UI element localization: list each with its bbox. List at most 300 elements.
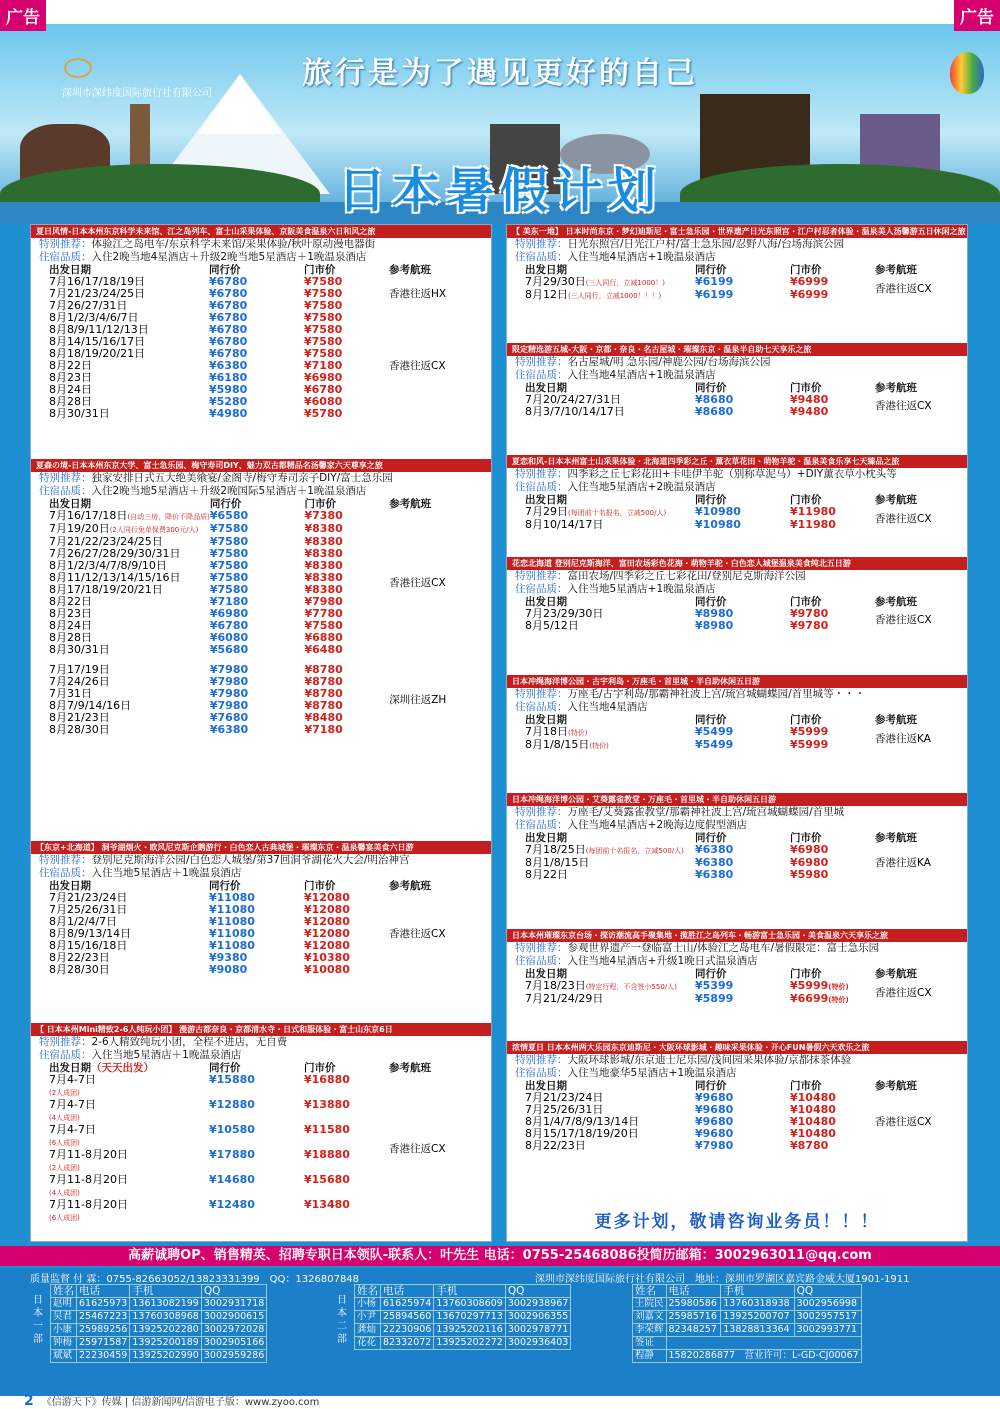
qual-label: 住宿品质： — [39, 1049, 92, 1061]
row-retail-price: ¥12080 — [304, 915, 350, 928]
qual-text: 入住当地4星酒店 — [567, 701, 648, 713]
rec-text: 体验江之岛电车/东京科学未来馆/采果体验/秋叶原动漫电器街 — [91, 238, 376, 250]
row-date: 7月20/24/27/31日 — [525, 393, 622, 406]
row-retail-price: ¥7580 — [304, 323, 343, 336]
row-peer-price: ¥7580 — [209, 583, 249, 596]
table-separator — [49, 656, 479, 664]
special-recommend — [507, 356, 967, 369]
row-flight: 香港往返CX — [875, 512, 932, 525]
col-retail-price: 门市价 — [790, 494, 822, 506]
hotel-quality — [507, 701, 967, 714]
row-peer-price: ¥11080 — [209, 903, 255, 916]
price-table — [49, 498, 479, 736]
hotel-quality — [507, 251, 967, 264]
row-retail-price — [790, 289, 875, 302]
row-peer-price: ¥12480 — [209, 1198, 255, 1211]
row-date: 8月18/19/20/21日 — [49, 347, 146, 360]
contact-tel: 25980586 — [666, 1298, 721, 1311]
row-peer-price: ¥11080 — [209, 939, 255, 952]
rec-text: 参观世界遗产一登临富士山/体验江之岛电车/暑假限定：富士急乐园 — [567, 942, 880, 954]
contact-mobile: 13925200707 — [721, 1311, 794, 1324]
retail-value: ¥6980 — [790, 843, 829, 856]
row-date-text: 7月21/24/29日 — [525, 992, 604, 1005]
row-peer-price: ¥7580 — [209, 535, 249, 548]
hotel-quality — [31, 251, 491, 264]
retail-value: ¥15680 — [304, 1173, 350, 1186]
row-date-text: 7月11-8月20日 — [49, 1148, 128, 1161]
contact-qq: 3002900615 — [201, 1311, 266, 1324]
row-date-text: 7月18/23日 — [525, 979, 586, 992]
contact-qq: 3002906355 — [505, 1311, 570, 1324]
tour-header: 【东京+北海道】 洞爷湖烟火・欧风尼克斯企鹅游行・白色恋人古典城堡・璀璨东京・温泉馨宴美食六日游 — [31, 841, 491, 854]
col-retail-price: 门市价 — [304, 880, 336, 892]
row-note: (4人成团) — [49, 1189, 80, 1197]
col-retail-price: 门市价 — [304, 498, 336, 510]
contact-qq: 3002959286 — [201, 1350, 266, 1363]
col-date: 出发日期 — [525, 596, 567, 608]
row-note: (6人成团) — [49, 1139, 80, 1147]
contact-mobile: 13925202990 — [130, 1350, 202, 1363]
row-peer-price: ¥14680 — [209, 1173, 255, 1186]
row-date — [49, 1174, 209, 1199]
row-peer-price: ¥5680 — [209, 643, 249, 656]
row-date: 8月15/16/18日 — [49, 939, 128, 952]
contact-table-1: 姓名 电话 手机 QQ 赵明 61625973 13613082199 3002931718 吴君 25467223 13760308968 3002900615 小康 25989256 13925202280 3002972028 钟梅 25971587 13925200189 3002905166 斌斌 22230459 13925202990 3002959286 — [50, 1284, 267, 1363]
tour-header: 【 美东一地】 日本时尚东京・梦幻迪斯尼・富士急乐园・世界遗产日光东照宫・江户村忍者体验・温泉美人汤馨游五日休闲之旅 — [507, 225, 967, 238]
row-date — [525, 739, 695, 752]
row-date-text: 7月26/27/28/29/30/31日 — [49, 547, 181, 560]
row-peer-price: ¥7580 — [209, 559, 249, 572]
retail-value: ¥7980 — [304, 595, 343, 608]
row-peer-price: ¥6199 — [695, 275, 734, 288]
page-title: 日本暑假计划 — [337, 163, 662, 219]
row-note: (每团前十名报名，立减500/人) — [568, 509, 667, 517]
row-peer-price: ¥11080 — [209, 915, 255, 928]
tour-r1 — [507, 225, 967, 302]
row-peer-price: ¥6080 — [209, 631, 249, 644]
row-date: 8月23日 — [49, 371, 92, 384]
col-peer-price: 同行价 — [695, 714, 727, 726]
retail-value: ¥18880 — [304, 1148, 350, 1161]
hotel-quality — [507, 955, 967, 968]
contact-table-3: 姓名 电话 手机 QQ 王院民 25980586 13760318938 3002956998 刘嘉文 25985716 13925200707 3002957517 李荣辉 82348257 13828813364 3002993771 签证 程静 15820286877 营业许可：L-GD-CJ00067 — [632, 1284, 862, 1363]
row-date: 8月22/23日 — [525, 1139, 586, 1152]
contact-tel: 61625973 — [77, 1298, 130, 1311]
tour-header: 日本冲绳海洋博公园・艾葵露雀教堂・万座毛・首里城・半自助休闲五日游 — [507, 793, 967, 806]
contact-row — [51, 1337, 267, 1350]
col-retail-price: 门市价 — [790, 832, 822, 844]
row-note: (特价) — [589, 742, 609, 750]
row-date — [525, 519, 695, 531]
row-peer-price: ¥5399 — [695, 979, 734, 992]
row-date: 8月7/9/14/16日 — [49, 699, 132, 712]
col-peer-price: 同行价 — [695, 1080, 727, 1092]
hotel-quality — [507, 583, 967, 596]
row-peer-price: ¥7980 — [209, 663, 249, 676]
col-retail-price: 门市价 — [790, 382, 822, 394]
table-row — [525, 844, 955, 857]
qual-label: 住宿品质： — [39, 251, 92, 263]
qual-label: 住宿品质： — [515, 1067, 568, 1079]
col-peer-price: 同行价 — [695, 596, 727, 608]
retail-value: ¥8380 — [304, 559, 343, 572]
row-flight: 香港往返CX — [389, 1143, 446, 1155]
row-retail-price: ¥8780 — [304, 687, 343, 700]
tour-header: 限定精选游五城-大阪・京都・奈良・名古屋城・璀璨东京・温泉半自助七天享乐之旅 — [507, 343, 967, 356]
row-peer-price: ¥6199 — [695, 288, 734, 301]
col-peer-price: 同行价 — [695, 968, 727, 980]
price-table — [525, 494, 955, 531]
retail-value: ¥7780 — [304, 607, 343, 620]
retail-value: ¥6880 — [304, 631, 343, 644]
row-retail-price: ¥9780 — [790, 607, 829, 620]
retail-value: ¥6999 — [790, 288, 829, 301]
col-date-daily: 出发日期（天天出发） — [49, 1062, 154, 1074]
quality-supervision: 质量监督 付 霖：0755-82663052/13823331399 QQ：1326807848 — [30, 1274, 360, 1285]
qual-text: 入住当地4星酒店+2晚海边度假型酒店 — [567, 819, 748, 831]
contact-mobile: 13925200189 — [130, 1337, 202, 1350]
special-recommend — [507, 468, 967, 481]
row-date — [49, 1199, 209, 1224]
contact-mobile: 13925202280 — [130, 1324, 202, 1337]
row-date: 7月25/26/31日 — [525, 1103, 604, 1116]
tour-header: 日本本州璀璨东京台场・探访潮流高手聚集地・揽胜江之岛列车・畅游富士急乐园・美食温泉六天享乐之旅 — [507, 929, 967, 942]
row-note: (三人同行，立减1000！) — [585, 279, 665, 287]
row-date-text: 8月1/2/3/4/7/8/9/10日 — [49, 559, 167, 572]
special-recommend — [31, 472, 491, 485]
qual-text: 入住当地4星酒店+1晚温泉酒店 — [567, 369, 716, 381]
tour-r4 — [507, 557, 967, 632]
dept-japan-2: 日本二部 — [337, 1295, 347, 1345]
rec-label: 特别推荐： — [515, 1054, 568, 1066]
row-retail-price: ¥8780 — [790, 1139, 829, 1152]
tour-s2 — [31, 459, 491, 736]
row-peer-price: ¥6380 — [695, 843, 734, 856]
tour-r2 — [507, 343, 967, 418]
row-peer-price: ¥6780 — [209, 619, 249, 632]
tour-r7 — [507, 929, 967, 1006]
row-flight: 香港往返KA — [875, 856, 931, 869]
row-peer-price: ¥6780 — [209, 299, 248, 312]
row-retail-price: ¥12080 — [304, 939, 350, 952]
row-retail-price: ¥8780 — [304, 675, 343, 688]
row-note: (6人成团) — [49, 1214, 80, 1222]
price-table — [525, 382, 955, 418]
contact-mobile: 13760308968 — [130, 1311, 202, 1324]
row-peer-price: ¥6780 — [209, 275, 248, 288]
hotel-quality — [507, 1067, 967, 1080]
row-peer-price: ¥7980 — [209, 687, 249, 700]
row-date-text: 7月16/17/18日 — [49, 509, 128, 522]
tour-s3 — [31, 841, 491, 976]
row-retail-price: ¥9480 — [790, 393, 829, 406]
contact-qq: 3002905166 — [201, 1337, 266, 1350]
contact-row — [51, 1298, 267, 1311]
retail-value: ¥6980 — [790, 856, 829, 869]
contact-name: 吴君 — [51, 1311, 77, 1324]
row-peer-price: ¥7980 — [695, 1139, 734, 1152]
tour-header: 花恋北海道 登别尼克斯海洋、富田农场彩色花海・萌物羊驼・白色恋人城堡温泉美食纯北五日游 — [507, 557, 967, 570]
contact-mobile: 13925202116 — [434, 1324, 506, 1337]
col-flight: 参考航班 — [875, 596, 917, 608]
contact-row — [355, 1337, 571, 1350]
row-peer-price: ¥12880 — [209, 1098, 255, 1111]
tour-r8 — [507, 1041, 967, 1152]
row-peer-price: ¥17880 — [209, 1148, 255, 1161]
col-flight: 参考航班 — [875, 264, 917, 276]
qual-text: 入住当地5星酒店+1晚温泉酒店 — [567, 583, 716, 595]
row-retail-price — [790, 993, 875, 1006]
row-retail-price — [304, 1099, 389, 1124]
rec-label: 特别推荐： — [515, 942, 568, 954]
page-number: 2 — [24, 1393, 34, 1409]
row-peer-price: ¥6380 — [695, 856, 734, 869]
row-retail-price: ¥12080 — [304, 927, 350, 940]
row-retail-price — [304, 1174, 389, 1199]
row-note: (4人成团) — [49, 1114, 80, 1122]
retail-value: ¥6699 — [790, 992, 829, 1005]
row-flight: 香港往返CX — [875, 283, 932, 295]
col-date: 出发日期 — [525, 1080, 567, 1092]
row-date-text: 8月1/8/15日 — [525, 856, 590, 869]
row-retail-price: ¥12080 — [304, 891, 350, 904]
hotel-quality — [31, 1049, 491, 1062]
qual-text: 入住当地4星酒店+升级1晚日式温泉酒店 — [567, 955, 758, 967]
qual-text: 入住当地5星酒店＋1晚温泉酒店 — [91, 867, 242, 879]
rec-text: 富田农场/四季彩之丘七彩花田/登别尼克斯海洋公园 — [567, 570, 806, 582]
row-date — [525, 993, 695, 1006]
rec-text: 大阪环球影城/东京迪士尼乐园/浅间园采果体验/京都抹茶体验 — [567, 1054, 852, 1066]
row-peer-price: ¥10980 — [695, 505, 741, 518]
row-note: (三人同行，立减1000！！！) — [568, 292, 662, 300]
row-retail-price: ¥7180 — [304, 359, 343, 372]
tour-header: 夏恋和风-日本本州富士山采果体验・北海道四季彩之丘・薰衣草花田・萌物羊驼・温泉美食乐享七天臻品之旅 — [507, 455, 967, 468]
row-retail-price — [304, 1124, 389, 1149]
special-recommend — [31, 854, 491, 867]
row-peer-price: ¥6780 — [209, 335, 248, 348]
col-retail-price: 门市价 — [790, 264, 822, 276]
row-date: 8月28/30日 — [49, 963, 110, 976]
row-flight: 香港往返CX — [389, 360, 446, 372]
col-date: 出发日期 — [49, 498, 91, 510]
row-date: 8月28/30日 — [49, 723, 110, 736]
contact-row — [633, 1298, 862, 1311]
table-row — [49, 664, 479, 676]
footer — [0, 1393, 1000, 1408]
hotel-quality — [507, 369, 967, 382]
row-retail-price: ¥8780 — [304, 699, 343, 712]
row-retail-price: ¥7580 — [304, 311, 343, 324]
row-flight: 香港往返CX — [875, 987, 932, 999]
col-retail-price: 门市价 — [304, 264, 336, 276]
row-date: 7月25/26/31日 — [49, 903, 128, 916]
col-date: 出发日期 — [525, 382, 567, 394]
contact-tel: 25894560 — [381, 1311, 434, 1324]
row-peer-price: ¥8980 — [695, 607, 734, 620]
qual-text: 入住当地5星酒店+2晚温泉酒店 — [567, 481, 716, 493]
row-retail-price — [790, 519, 875, 531]
row-peer-price: ¥9680 — [695, 1091, 734, 1104]
row-date-text: 7月29/30日 — [525, 275, 586, 288]
row-date: 8月8/9/13/14日 — [49, 927, 132, 940]
price-table — [525, 596, 955, 632]
contact-name: 李荣辉 — [633, 1324, 667, 1337]
row-date: 8月28日 — [49, 395, 92, 408]
qual-label: 住宿品质： — [515, 481, 568, 493]
row-date: 7月16/17/18/19日 — [49, 275, 146, 288]
row-peer-price: ¥6780 — [209, 347, 248, 360]
row-date — [49, 1099, 209, 1124]
col-peer-price: 同行价 — [695, 264, 727, 276]
footer-text: 《信游天下》传媒 | 信游新闻网/信游电子版：www.zyoo.com — [41, 1397, 320, 1408]
visa-name: 程静 — [633, 1350, 667, 1363]
page — [0, 24, 1000, 1396]
row-retail-price: ¥7580 — [304, 275, 343, 288]
contact-tel: 82348257 — [666, 1324, 721, 1337]
row-date-text: 8月12日 — [525, 288, 568, 301]
row-date: 7月21/23/24/25日 — [49, 287, 146, 300]
row-date-text: 7月18/25日 — [525, 843, 586, 856]
row-peer-price: ¥7980 — [209, 675, 249, 688]
special-recommend — [507, 688, 967, 701]
row-date-text: 7月4-7日 — [49, 1073, 96, 1086]
tour-s1 — [31, 225, 491, 420]
price-table — [525, 264, 955, 302]
col-flight: 参考航班 — [875, 968, 917, 980]
contact-qq: 3002978771 — [505, 1324, 570, 1337]
contact-row — [633, 1311, 862, 1324]
rec-text: 2-6人精致纯玩小团，全程不进店，无自费 — [91, 1036, 288, 1048]
row-peer-price: ¥5899 — [695, 992, 734, 1005]
row-date: 8月3/7/10/14/17日 — [525, 405, 625, 418]
row-flight: 香港往返HX — [389, 288, 447, 300]
retail-value: ¥7380 — [304, 509, 343, 522]
row-peer-price: ¥9080 — [209, 963, 248, 976]
retail-value: ¥8380 — [304, 547, 343, 560]
row-retail-price: ¥5780 — [304, 407, 343, 420]
contact-qq: 3002931718 — [201, 1298, 266, 1311]
row-date-text: 7月4-7日 — [49, 1098, 96, 1111]
row-peer-price: ¥6380 — [209, 723, 249, 736]
hotel-quality — [31, 485, 491, 498]
row-date: 8月1/2/3/4/6/7日 — [49, 311, 139, 324]
row-retail-price: ¥12080 — [304, 903, 350, 916]
contact-tel: 25971587 — [77, 1337, 130, 1350]
contact-qq: 3002972028 — [201, 1324, 266, 1337]
row-date: 8月21/23日 — [49, 711, 110, 724]
row-peer-price: ¥9680 — [695, 1115, 734, 1128]
col-peer-price: 同行价 — [209, 880, 241, 892]
row-date-text: 8月24日 — [49, 619, 92, 632]
contact-name: 龚灿 — [355, 1324, 381, 1337]
contact-name: 小杨 — [355, 1298, 381, 1311]
qual-label: 住宿品质： — [515, 369, 568, 381]
row-retail-price: ¥8780 — [304, 663, 343, 676]
row-date-text: 8月1/8/15日 — [525, 738, 590, 751]
contact-qq: 3002936403 — [505, 1337, 570, 1350]
qual-label: 住宿品质： — [39, 867, 92, 879]
tour-header: 夏日风情-日本本州东京科学未来馆、江之岛列车、富士山采果体验、京阪美食温泉六日和风之旅 — [31, 225, 491, 238]
price-table — [525, 1080, 955, 1152]
rec-label: 特别推荐： — [515, 356, 568, 368]
row-retail-price — [304, 1149, 389, 1174]
row-retail-price: ¥10480 — [790, 1127, 836, 1140]
contact-table-2: 姓名 电话 手机 QQ 小杨 61625974 13760308609 3002938967 小尹 25894560 13670297713 3002906355 龚灿 22230906 13925202116 3002978771 花花 82332072 13925202272 3002936403 — [354, 1284, 571, 1350]
row-date: 7月31日 — [49, 687, 92, 700]
contact-name: 斌斌 — [51, 1350, 77, 1363]
row-retail-price — [304, 1074, 389, 1099]
contact-row — [51, 1350, 267, 1363]
company-address: 深圳市深纬度国际旅行社有限公司 地址：深圳市罗湖区嘉宾路金威大厦1901-1911 — [535, 1274, 910, 1285]
hotel-quality — [507, 481, 967, 494]
col-peer-price: 同行价 — [209, 1062, 241, 1074]
row-peer-price: ¥15880 — [209, 1073, 255, 1086]
tour-header: 浓情夏日 日本本州两大乐园东京迪斯尼・大阪环球影城・趣味采果体验・开心FUN暑假六天欢乐之旅 — [507, 1041, 967, 1054]
row-note: (自动三房，降价不降品质) — [127, 513, 210, 521]
contact-tel: 25985716 — [666, 1311, 721, 1324]
rec-label: 特别推荐： — [515, 468, 568, 480]
price-table — [49, 264, 479, 420]
retail-value: ¥13480 — [304, 1198, 350, 1211]
row-peer-price: ¥5280 — [209, 395, 248, 408]
row-peer-price: ¥7580 — [209, 522, 249, 535]
row-retail-price: ¥6980 — [304, 371, 343, 384]
row-peer-price: ¥8680 — [695, 393, 734, 406]
row-date-text: 7月29日 — [525, 505, 568, 518]
col-peer-price: 同行价 — [695, 382, 727, 394]
col-date: 出发日期 — [525, 264, 567, 276]
contact-row — [51, 1311, 267, 1324]
row-retail-price: ¥7580 — [304, 287, 343, 300]
contact-mobile: 13760318938 — [721, 1298, 794, 1311]
row-date-text: 8月11/12/13/14/15/16日 — [49, 571, 181, 584]
rec-label: 特别推荐： — [515, 570, 568, 582]
row-peer-price: ¥5499 — [695, 738, 734, 751]
tour-header: 夏森の境-日本本州东京大学、富士急乐园、梅守寿司DIY、魅力双古都精品名汤馨家六天尊享之旅 — [31, 459, 491, 472]
contact-row — [51, 1324, 267, 1337]
price-table — [49, 1062, 479, 1224]
rec-text: 名古屋城/明 急乐园/神鹿公园/台场海滨公园 — [567, 356, 771, 368]
contact-tel: 61625974 — [381, 1298, 434, 1311]
col-peer-price: 同行价 — [695, 494, 727, 506]
retail-value: ¥13880 — [304, 1098, 350, 1111]
row-date: 8月30/31日 — [49, 407, 110, 420]
col-flight: 参考航班 — [389, 264, 431, 276]
col-flight: 参考航班 — [875, 382, 917, 394]
row-date: 8月8/9/11/12/13日 — [49, 323, 149, 336]
row-date: 8月1/4/7/8/9/13/14日 — [525, 1115, 640, 1128]
retail-value: ¥11580 — [304, 1123, 350, 1136]
row-retail-price: ¥9480 — [790, 405, 829, 418]
contact-mobile: 13613082199 — [130, 1298, 202, 1311]
qual-text: 入住当地5星酒店＋1晚温泉酒店 — [91, 1049, 242, 1061]
row-note: (特价) — [568, 729, 588, 737]
col-date: 出发日期 — [525, 968, 567, 980]
logo-company-name: 深圳市深纬度国际旅行社有限公司 — [62, 88, 212, 99]
row-peer-price: ¥7680 — [209, 711, 249, 724]
row-retail-price — [790, 869, 875, 881]
row-peer-price: ¥7180 — [209, 595, 249, 608]
col-flight: 参考航班 — [389, 1062, 431, 1074]
row-flight: 香港往返CX — [875, 400, 932, 412]
rec-label: 特别推荐： — [39, 1036, 92, 1048]
row-retail-price — [305, 644, 390, 656]
col-peer-price: 同行价 — [209, 264, 241, 276]
qual-text: 入住当地4星酒店+1晚温泉酒店 — [567, 251, 716, 263]
slogan: 旅行是为了遇见更好的自己 — [302, 56, 698, 91]
table-row — [49, 510, 479, 523]
row-date: 7月23/29/30日 — [525, 607, 604, 620]
